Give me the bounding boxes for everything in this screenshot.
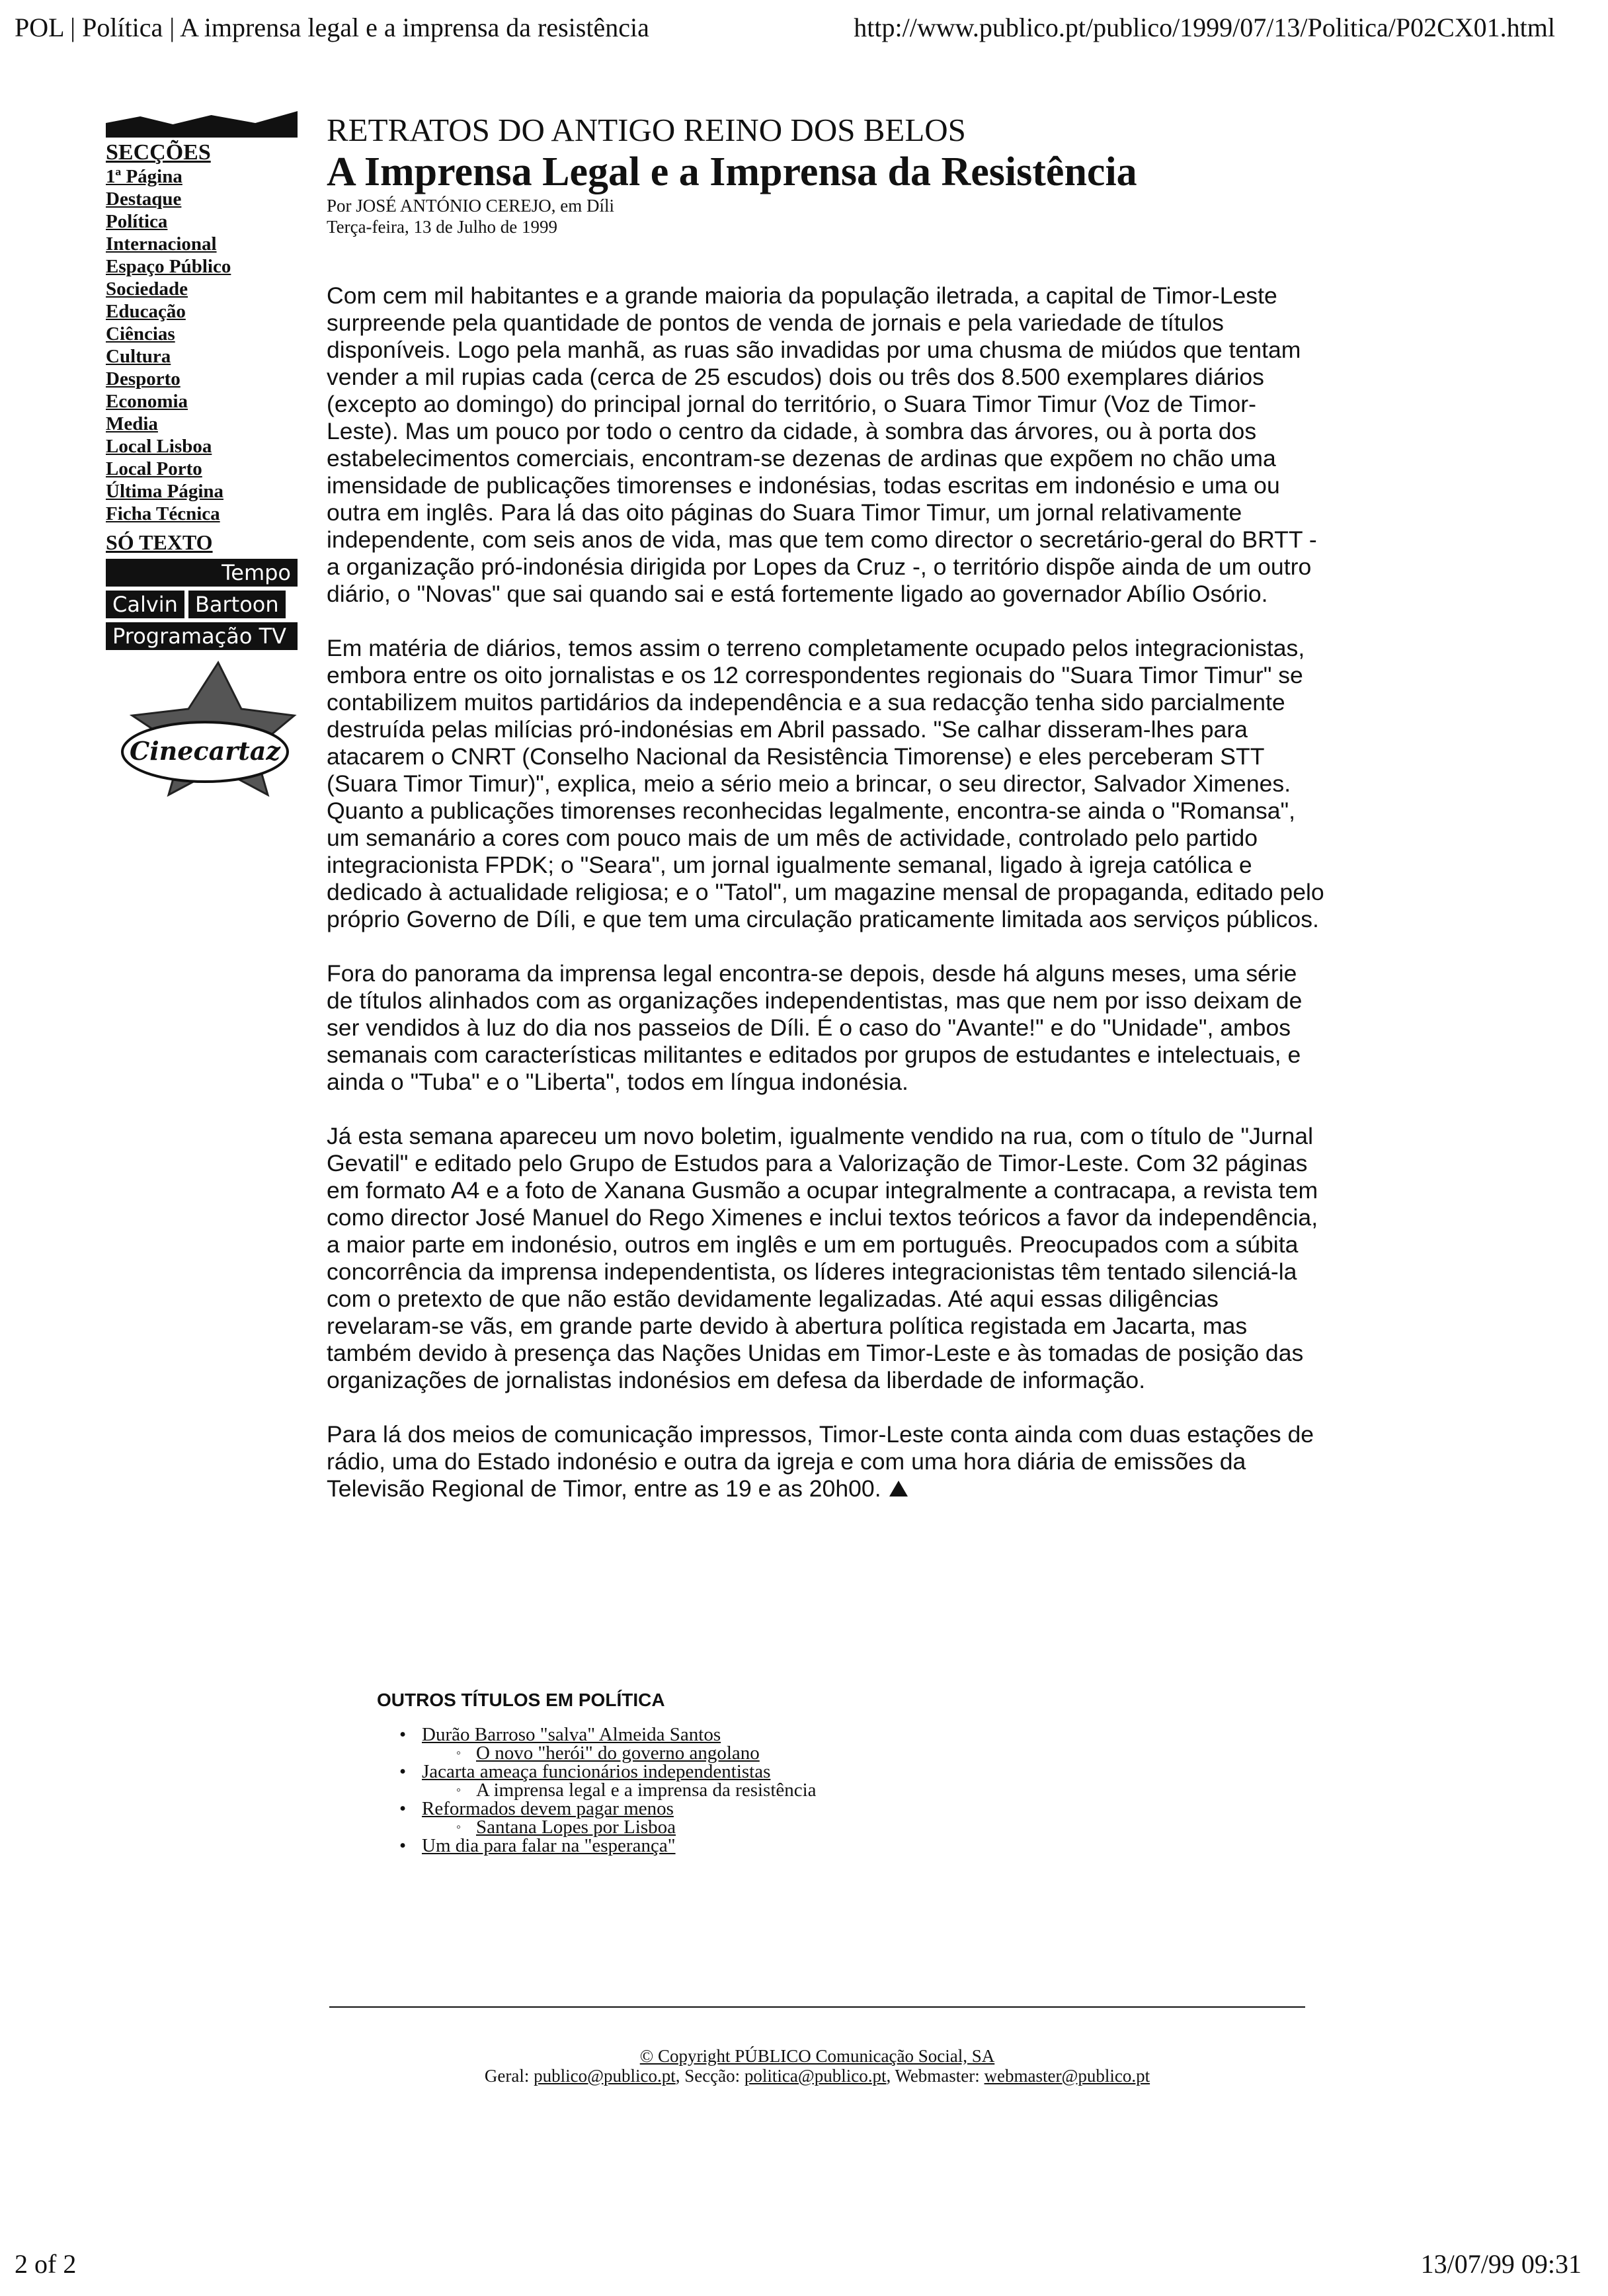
sidebar-item-ficha-tecnica[interactable]: Ficha Técnica <box>106 503 220 524</box>
publico-logo[interactable] <box>106 111 298 138</box>
article-paragraph: Fora do panorama da imprensa legal encontra-se depois, desde há alguns meses, uma série de títulos alinhados com as organizações independentistas, mas que nem por isso deixam de ser vendidos à luz do dia nos passeios de Díli. É o caso do "Avante!" e do "Unidade", ambos semanais com características militantes e editados por grupos de estudantes e intelectuais, e ainda o "Tuba" e o "Liberta", todos em língua indonésia. <box>327 960 1303 1095</box>
cinecartaz-logo-text: Cinecartaz <box>129 736 281 766</box>
sidebar-item-cultura[interactable]: Cultura <box>106 346 171 367</box>
related-article-link[interactable]: ◦ O novo "herói" do governo angolano <box>377 1744 1303 1762</box>
seccao-label: Secção: <box>684 2066 741 2086</box>
bartoon-button[interactable]: Bartoon <box>188 591 286 618</box>
print-datetime: 13/07/99 09:31 <box>1420 2249 1582 2279</box>
sidebar-item-ciencias[interactable]: Ciências <box>106 323 175 345</box>
print-page-count: 2 of 2 <box>15 2249 77 2279</box>
cinecartaz-star-icon[interactable] <box>106 659 298 798</box>
sidebar <box>106 111 304 801</box>
related-article-link[interactable]: ◦ Santana Lopes por Lisboa <box>377 1818 1303 1836</box>
webmaster-email-link[interactable]: webmaster@publico.pt <box>984 2066 1150 2086</box>
related-article-link[interactable]: • Um dia para falar na "esperança" <box>377 1836 1303 1855</box>
geral-label: Geral: <box>484 2066 530 2086</box>
related-article-link[interactable]: • Durão Barroso "salva" Almeida Santos <box>377 1725 1303 1744</box>
related-article-link[interactable]: • Jacarta ameaça funcionários independentistas <box>377 1762 1303 1781</box>
print-header-url: http://www.publico.pt/publico/1999/07/13/Politica/P02CX01.html <box>854 13 1555 42</box>
other-titles-heading: OUTROS TÍTULOS EM POLÍTICA <box>377 1690 665 1710</box>
sidebar-item-desporto[interactable]: Desporto <box>106 368 181 390</box>
article-paragraph: Em matéria de diários, temos assim o terreno completamente ocupado pelos integracionistas, embora entre os oito jornalistas e os 12 correspondentes regionais do "Suara Timor Timur" se contabilizem muitos partidários da independência e a sua redacção tenha sido parcialmente destruída pelas milícias pró-indonésias em Abril passado. "Se calhar disseram-lhes para atacarem o CNRT (Conselho Nacional da Resistência Timorense) e eles perceberam STT (Suara Timor Timur)", explica, meio a sério meio a brincar, o seu director, Salvador Ximenes. Quanto a publicações timorenses reconhecidas legalmente, encontra-se ainda o "Romansa", um semanário a cores com pouco mais de um mês de actividade, controlado pelo partido integracionista FPDK; o "Seara", um jornal igualmente semanal, ligado à igreja católica e dedicado à actualidade religiosa; e o "Tatol", um magazine mensal de propaganda, editado pelo próprio Governo de Díli, e que tem uma circulação praticamente limitada aos serviços públicos. <box>327 635 1324 932</box>
sidebar-item-media[interactable]: Media <box>106 413 158 434</box>
article-headline: A Imprensa Legal e a Imprensa da Resistência <box>327 149 1137 194</box>
copyright-link[interactable]: © Copyright PÚBLICO Comunicação Social, SA <box>639 2046 995 2066</box>
sidebar-item-educacao[interactable]: Educação <box>106 301 186 322</box>
article-kicker: RETRATOS DO ANTIGO REINO DOS BELOS <box>327 112 966 148</box>
sidebar-item-espaco-publico[interactable]: Espaço Público <box>106 256 231 277</box>
article-paragraph: Já esta semana apareceu um novo boletim, igualmente vendido na rua, com o título de "Jurnal Gevatil" e editado pelo Grupo de Estudos para a Valorização de Timor-Leste. Com 32 páginas em formato A4 e a foto de Xanana Gusmão a ocupar integralmente a contracapa, a revista tem como director José Manuel do Rego Ximenes e inclui textos teóricos a favor da independência, a maior parte em indonésio, outros em inglês e um em português. Preocupados com a súbita concorrência da imprensa independentista, os líderes integracionistas têm tentado silenciá-la com o pretexto de que não estão devidamente legalizadas. Até aqui essas diligências revelaram-se vãs, em grande parte devido à abertura política registada em Jacarta, mas também devido à presença das Nações Unidas em Timor-Leste e às tomadas de posição das organizações de jornalistas indonésios em defesa da liberdade de informação. <box>327 1123 1318 1393</box>
calvin-button[interactable]: Calvin <box>106 591 184 618</box>
article-paragraph-last: Para lá dos meios de comunicação impressos, Timor-Leste conta ainda com duas estações de rádio, uma do Estado indonésio e outra da igreja e com uma hora diária de emissões da Televisão Regional de Timor, entre as 19 e as 20h00. <box>327 1421 1314 1502</box>
sidebar-item-sociedade[interactable]: Sociedade <box>106 278 188 300</box>
sidebar-item-local-porto[interactable]: Local Porto <box>106 458 202 479</box>
sidebar-item-local-lisboa[interactable]: Local Lisboa <box>106 436 212 457</box>
sidebar-item-1a-pagina[interactable]: 1ª Página <box>106 166 182 187</box>
tempo-button[interactable]: Tempo <box>106 559 298 587</box>
webmaster-label: Webmaster: <box>895 2066 980 2086</box>
so-texto-link[interactable]: SÓ TEXTO <box>106 530 213 554</box>
copyright-footer: © Copyright PÚBLICO Comunicação Social, SA Geral: publico@publico.pt, Secção: politica@publico.pt, Webmaster: webmaster@publico.pt <box>484 2046 1150 2086</box>
sidebar-item-politica[interactable]: Política <box>106 211 168 232</box>
current-article-entry: ◦ A imprensa legal e a imprensa da resistência <box>377 1781 1303 1799</box>
article <box>327 111 1325 1530</box>
article-dateline: Terça-feira, 13 de Julho de 1999 <box>327 217 557 237</box>
footer-divider <box>329 2006 1305 2008</box>
article-paragraph: Com cem mil habitantes e a grande maioria da população iletrada, a capital de Timor-Leste surpreende pela quantidade de pontos de venda de jornais e pela variedade de títulos disponíveis. Logo pela manhã, as ruas são invadidas por uma chusma de miúdos que tentam vender a mil rupias cada (cerca de 25 escudos) dois ou três dos 8.500 exemplares diários (excepto ao domingo) do principal jornal do território, o Suara Timor Timur (Voz de Timor-Leste). Mas um pouco por todo o centro da cidade, à sombra das árvores, ou à porta dos estabelecimentos comerciais, encontram-se dezenas de ardinas que expõem no chão uma imensidade de publicações timorenses e indonésias, todas escritas em indonésio e uma ou outra em inglês. Para lá das oito páginas do Suara Timor Timur, um jornal relativamente independente, com seis anos de vida, mas que tem como director o secretário-geral do BRTT - a organização pró-indonésia dirigida por Lopes da Cruz -, o território dispõe ainda de um outro diário, o "Novas" que sai quando sai e está fortemente ligado ao governador Abílio Osório. <box>327 282 1317 607</box>
seccao-email-link[interactable]: politica@publico.pt <box>744 2066 887 2086</box>
other-titles-section <box>377 1690 1303 1855</box>
back-to-top-triangle-icon[interactable] <box>889 1481 908 1496</box>
sidebar-item-ultima-pagina[interactable]: Última Página <box>106 481 224 502</box>
sidebar-item-destaque[interactable]: Destaque <box>106 188 182 210</box>
programacao-tv-button[interactable]: Programação TV <box>106 622 298 650</box>
sidebar-item-internacional[interactable]: Internacional <box>106 233 217 255</box>
sidebar-item-economia[interactable]: Economia <box>106 391 188 412</box>
related-article-link[interactable]: • Reformados devem pagar menos <box>377 1799 1303 1818</box>
print-header-title: POL | Política | A imprensa legal e a imprensa da resistência <box>15 13 649 42</box>
sections-heading: SECÇÕES <box>106 140 211 165</box>
related-articles-list <box>377 1725 1303 1855</box>
article-byline: Por JOSÉ ANTÓNIO CEREJO, em Díli <box>327 196 615 216</box>
geral-email-link[interactable]: publico@publico.pt <box>534 2066 676 2086</box>
